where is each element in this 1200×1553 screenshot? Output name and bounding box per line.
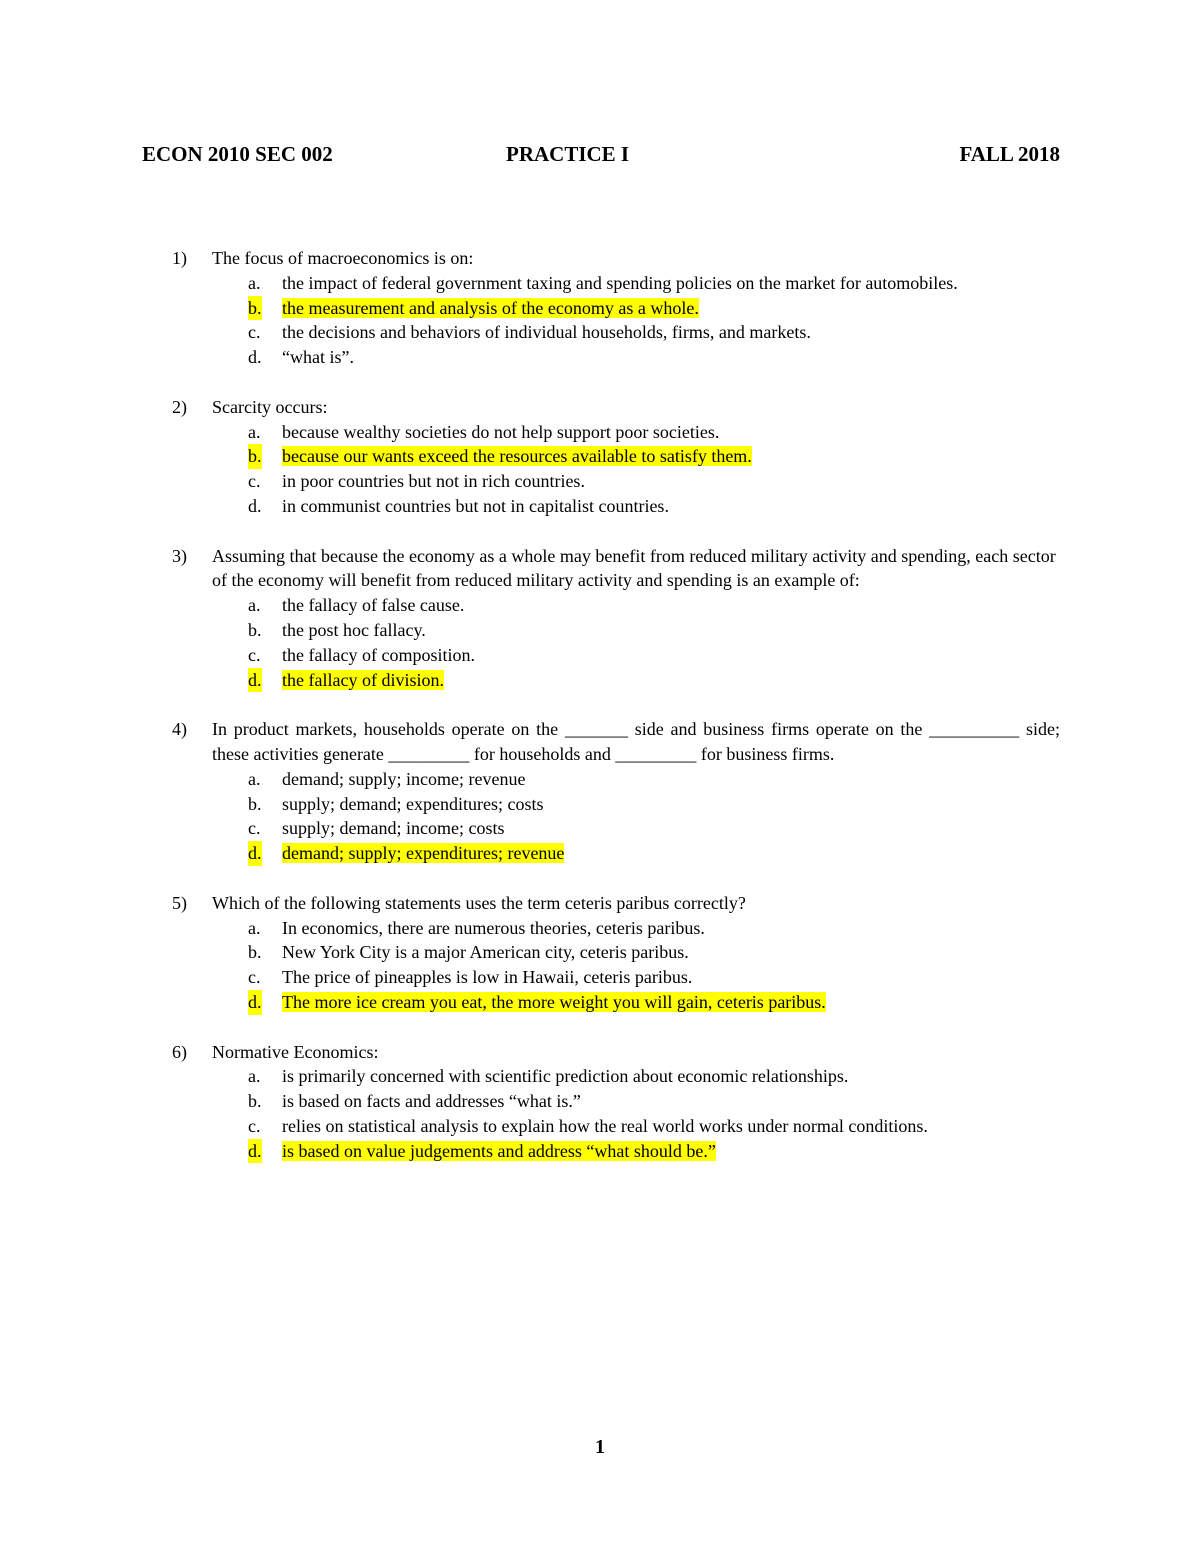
answer-option-highlighted (248, 990, 1060, 1015)
question-number: 4) (172, 719, 187, 740)
question-number: 1) (172, 248, 187, 268)
question-text: Assuming that because the economy as a whole may benefit from reduced military activity and spending, each sector of the economy will benefit from reduced military activity and spending is an example of: (212, 545, 1056, 591)
option-text: is based on facts and addresses “what is.” (282, 1091, 581, 1112)
option-text: the fallacy of composition. (282, 644, 475, 665)
option-letter: b. (248, 296, 262, 321)
question-5 (172, 891, 1060, 1015)
option-text: the measurement and analysis of the economy as a whole. (282, 297, 699, 318)
option-text: New York City is a major American city, ceteris paribus. (282, 942, 689, 963)
answer-option (248, 940, 1060, 965)
question-text: In product markets, households operate on the _______ side and business firms operate on the __________ side; these activities generate _________ for households and _________ for business firms. (212, 719, 1060, 764)
question-stem (172, 1040, 1060, 1065)
option-letter: d. (248, 841, 262, 866)
answer-option-highlighted (248, 444, 1060, 469)
question-4 (172, 717, 1060, 866)
answer-option (248, 420, 1060, 445)
option-text: relies on statistical analysis to explain how the real world works under normal conditions. (282, 1115, 928, 1136)
question-stem (172, 246, 1060, 271)
option-letter: d. (248, 347, 262, 368)
option-letter: a. (248, 595, 261, 616)
answer-option (248, 816, 1060, 841)
answer-option (248, 593, 1060, 618)
option-letter: a. (248, 917, 261, 938)
option-text: In economics, there are numerous theories, ceteris paribus. (282, 917, 705, 938)
option-text: demand; supply; expenditures; revenue (282, 843, 565, 864)
question-6 (172, 1040, 1060, 1164)
option-text: demand; supply; income; revenue (282, 768, 526, 789)
option-letter: c. (248, 644, 261, 665)
question-list (172, 246, 1060, 1188)
option-text: the fallacy of division. (282, 669, 444, 690)
answer-options (172, 271, 1060, 370)
option-letter: c. (248, 818, 261, 839)
answer-option (248, 792, 1060, 817)
answer-option (248, 494, 1060, 519)
question-text: Which of the following statements uses the term ceteris paribus correctly? (212, 892, 746, 913)
option-letter: d. (248, 990, 262, 1015)
option-text: the decisions and behaviors of individual households, firms, and markets. (282, 322, 811, 343)
question-number: 5) (172, 892, 187, 913)
answer-option (248, 345, 1060, 370)
answer-option (248, 469, 1060, 494)
option-letter: b. (248, 942, 262, 963)
question-stem (172, 395, 1060, 420)
question-text: Normative Economics: (212, 1041, 379, 1062)
option-text: the post hoc fallacy. (282, 619, 426, 640)
question-2 (172, 395, 1060, 519)
option-text: in communist countries but not in capitalist countries. (282, 495, 669, 516)
option-letter: c. (248, 471, 261, 492)
question-number: 2) (172, 396, 187, 417)
option-text: in poor countries but not in rich countries. (282, 471, 585, 492)
option-text: The price of pineapples is low in Hawaii, ceteris paribus. (282, 967, 693, 988)
answer-option (248, 916, 1060, 941)
question-text: The focus of macroeconomics is on: (212, 248, 474, 268)
option-text: the fallacy of false cause. (282, 595, 465, 616)
option-text: the impact of federal government taxing and spending policies on the market for automobiles. (282, 272, 958, 293)
option-letter: a. (248, 272, 261, 293)
answer-option (248, 1064, 1060, 1089)
answer-option-highlighted (248, 668, 1060, 693)
question-number: 6) (172, 1041, 187, 1062)
answer-option-highlighted (248, 1139, 1060, 1164)
page-header (142, 142, 1060, 172)
question-stem (172, 717, 1060, 767)
option-letter: a. (248, 768, 261, 789)
option-letter: b. (248, 444, 262, 469)
option-letter: d. (248, 668, 262, 693)
option-text: is primarily concerned with scientific prediction about economic relationships. (282, 1066, 849, 1087)
option-letter: c. (248, 1115, 261, 1136)
option-text: The more ice cream you eat, the more weight you will gain, ceteris paribus. (282, 991, 826, 1012)
answer-options (172, 1064, 1060, 1163)
page-number: 1 (595, 1436, 605, 1458)
document-title: PRACTICE I (506, 142, 630, 166)
question-3 (172, 544, 1060, 693)
answer-option (248, 1114, 1060, 1139)
option-letter: d. (248, 1139, 262, 1164)
option-text: is based on value judgements and address “what should be.” (282, 1140, 716, 1161)
option-text: “what is”. (282, 347, 354, 368)
answer-option (248, 320, 1060, 345)
answer-option-highlighted (248, 296, 1060, 321)
option-letter: c. (248, 967, 261, 988)
question-stem (172, 891, 1060, 916)
question-stem (172, 544, 1060, 594)
option-text: because wealthy societies do not help support poor societies. (282, 421, 720, 442)
answer-option (248, 271, 1060, 296)
answer-options (172, 420, 1060, 519)
answer-options (172, 593, 1060, 692)
term-label: FALL 2018 (959, 142, 1060, 166)
option-letter: b. (248, 619, 262, 640)
option-text: supply; demand; expenditures; costs (282, 793, 544, 814)
option-letter: c. (248, 322, 261, 343)
option-text: because our wants exceed the resources available to satisfy them. (282, 446, 752, 467)
answer-option (248, 767, 1060, 792)
option-letter: d. (248, 495, 262, 516)
question-1 (172, 246, 1060, 370)
option-text: supply; demand; income; costs (282, 818, 505, 839)
answer-option (248, 1089, 1060, 1114)
answer-option (248, 618, 1060, 643)
answer-option (248, 965, 1060, 990)
answer-option (248, 643, 1060, 668)
course-code: ECON 2010 SEC 002 (142, 142, 333, 166)
option-letter: b. (248, 1091, 262, 1112)
question-text: Scarcity occurs: (212, 396, 328, 417)
answer-option-highlighted (248, 841, 1060, 866)
option-letter: b. (248, 793, 262, 814)
option-letter: a. (248, 1066, 261, 1087)
option-letter: a. (248, 421, 261, 442)
answer-options (172, 767, 1060, 866)
question-number: 3) (172, 545, 187, 566)
answer-options (172, 916, 1060, 1015)
